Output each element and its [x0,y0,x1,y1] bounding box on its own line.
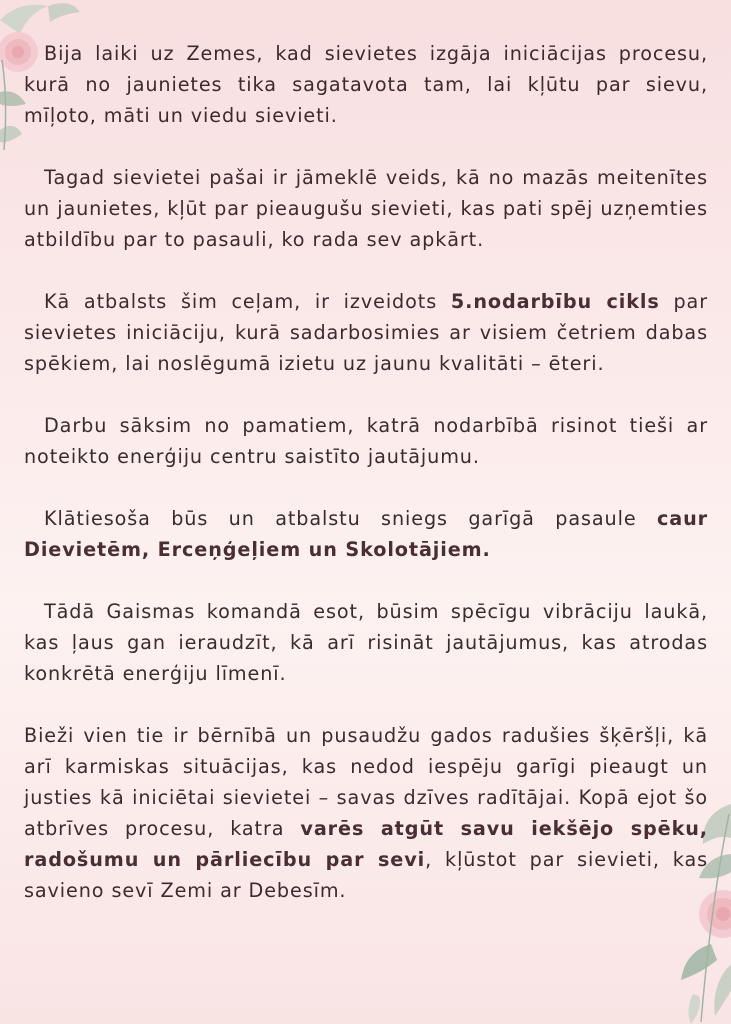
bold-cycle-title: 5.nodarbību cikls [450,290,660,313]
paragraph-2: Tagad sievietei pašai ir jāmeklē veids, kā no mazās meitenītes un jaunietes, kļūt par pieaugušu sievieti, kas pati spēj uzņemties atbildību par to pasauli, ko rada sev apkārt. [24,166,708,251]
paragraph-7: Bieži vien tie ir bērnībā un pusaudžu gados radušies šķēršļi, kā arī karmiskas situācijas, kas nedod iespēju garīgi pieaugt un justies kā iniciētai sievietei – savas dzīves radītājai. Kopā ejot šo atbrīves procesu, katra varēs atgūt savu iekšējo spēku, radošumu un pārliecību par sevi, kļūstot par sievieti, kas savieno sevī Zemi ar Debesīm. [24,724,708,902]
paragraph-4: Darbu sāksim no pamatiem, katrā nodarbībā risinot tieši ar noteikto enerģiju centru saistīto jautājumu. [24,414,708,468]
body-text [24,38,708,906]
paragraph-3: Kā atbalsts šim ceļam, ir izveidots 5.nodarbību cikls par sievietes iniciāciju, kurā sadarbosimies ar visiem četriem dabas spēkiem, lai noslēgumā izietu uz jaunu kvalitāti – ēteri. [24,290,708,375]
paragraph-5: Klātiesoša būs un atbalstu sniegs garīgā pasaule caur Dievietēm, Erceņģeļiem un Skolotājiem. [24,507,708,561]
paragraph-6: Tādā Gaismas komandā esot, būsim spēcīgu vibrāciju laukā, kas ļaus gan ieraudzīt, kā arī risināt jautājumus, kas atrodas konkrētā enerģiju līmenī. [24,600,708,685]
paragraph-1: Bija laiki uz Zemes, kad sievietes izgāja iniciācijas procesu, kurā no jaunietes tika sagatavota tam, lai kļūtu par sievu, mīļoto, māti un viedu sievieti. [24,42,708,127]
bold-spiritual-guides: caur Dievietēm, Erceņģeļiem un Skolotājiem. [24,507,708,561]
bold-inner-strength: varēs atgūt savu iekšējo spēku, radošumu un pārliecību par sevi [24,817,708,871]
